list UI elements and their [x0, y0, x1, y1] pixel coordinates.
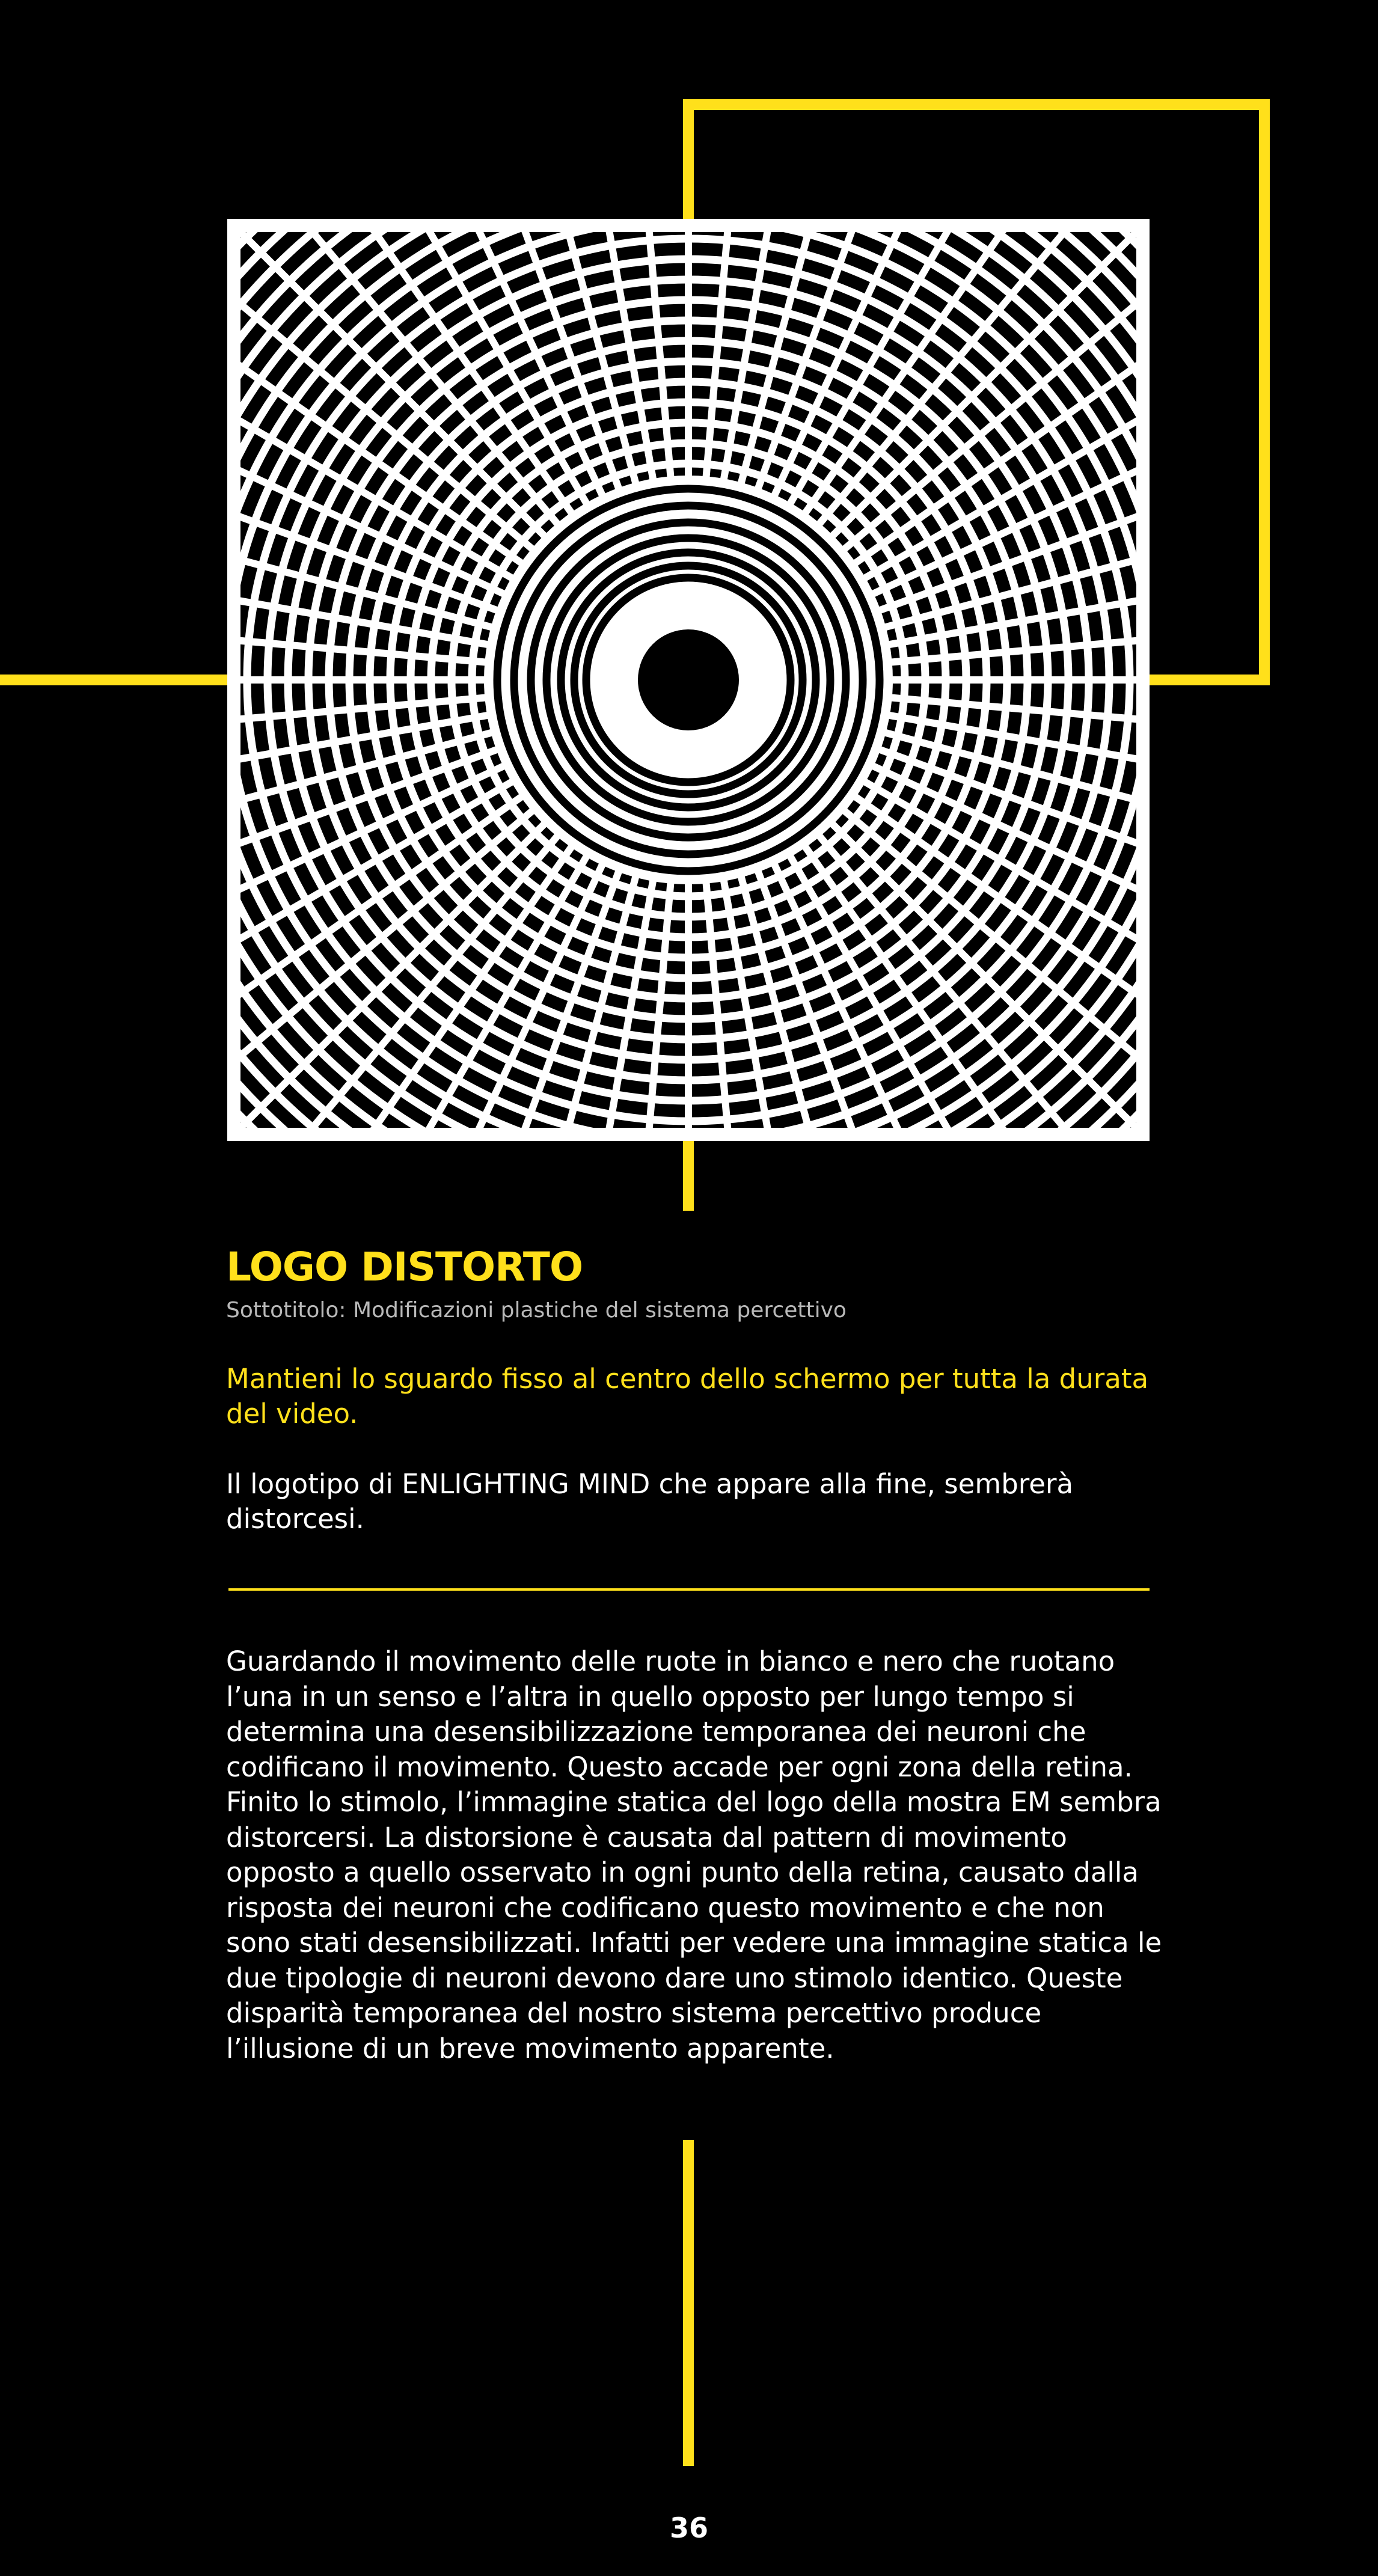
accent-line-left-horizontal	[0, 675, 228, 685]
article-subtitle: Sottotitolo: Modificazioni plastiche del sistema percettivo	[226, 1298, 847, 1323]
body-text	[226, 1644, 1164, 2066]
instruction-text: Mantieni lo sguardo fisso al centro dello schermo per tutta la durata del video.	[226, 1363, 1149, 1430]
illusion-wheel-image	[227, 219, 1150, 1141]
accent-line-frame-left	[683, 99, 694, 219]
section-divider	[228, 1588, 1150, 1591]
accent-line-frame-top	[683, 99, 1270, 110]
logo-note-text: Il logotipo di ENLIGHTING MIND che appare alla fine, sembrerà distorcesi.	[226, 1468, 1074, 1535]
accent-line-frame-bottom-right	[1148, 675, 1270, 685]
page-number: 36	[669, 2512, 708, 2544]
article-title: LOGO DISTORTO	[226, 1244, 583, 1290]
accent-line-bottom-vertical	[683, 2140, 694, 2466]
body-paragraph-1: Guardando il movimento delle ruote in bianco e nero che ruotano l’una in un senso e l’altra in quello opposto per lungo tempo si determina una desensibilizzazione temporanea dei neuroni che codificano il movimento. Questo accade per ogni zona della retina.	[226, 1645, 1133, 1783]
accent-line-frame-right	[1259, 99, 1270, 685]
accent-line-below-image	[683, 1140, 694, 1211]
body-paragraph-2: Finito lo stimolo, l’immagine statica del logo della mostra EM sembra distorcersi. La distorsione è causata dal pattern di movimento opposto a quello osservato in ogni punto della retina, causato dalla risposta dei neuroni che codificano questo movimento e che non sono stati desensibilizzati. Infatti per vedere una immagine statica le due tipologie di neuroni devono dare uno stimolo identico. Queste disparità temporanea del nostro sistema percettivo produce l’illusione di un breve movimento apparente.	[226, 1786, 1162, 2064]
